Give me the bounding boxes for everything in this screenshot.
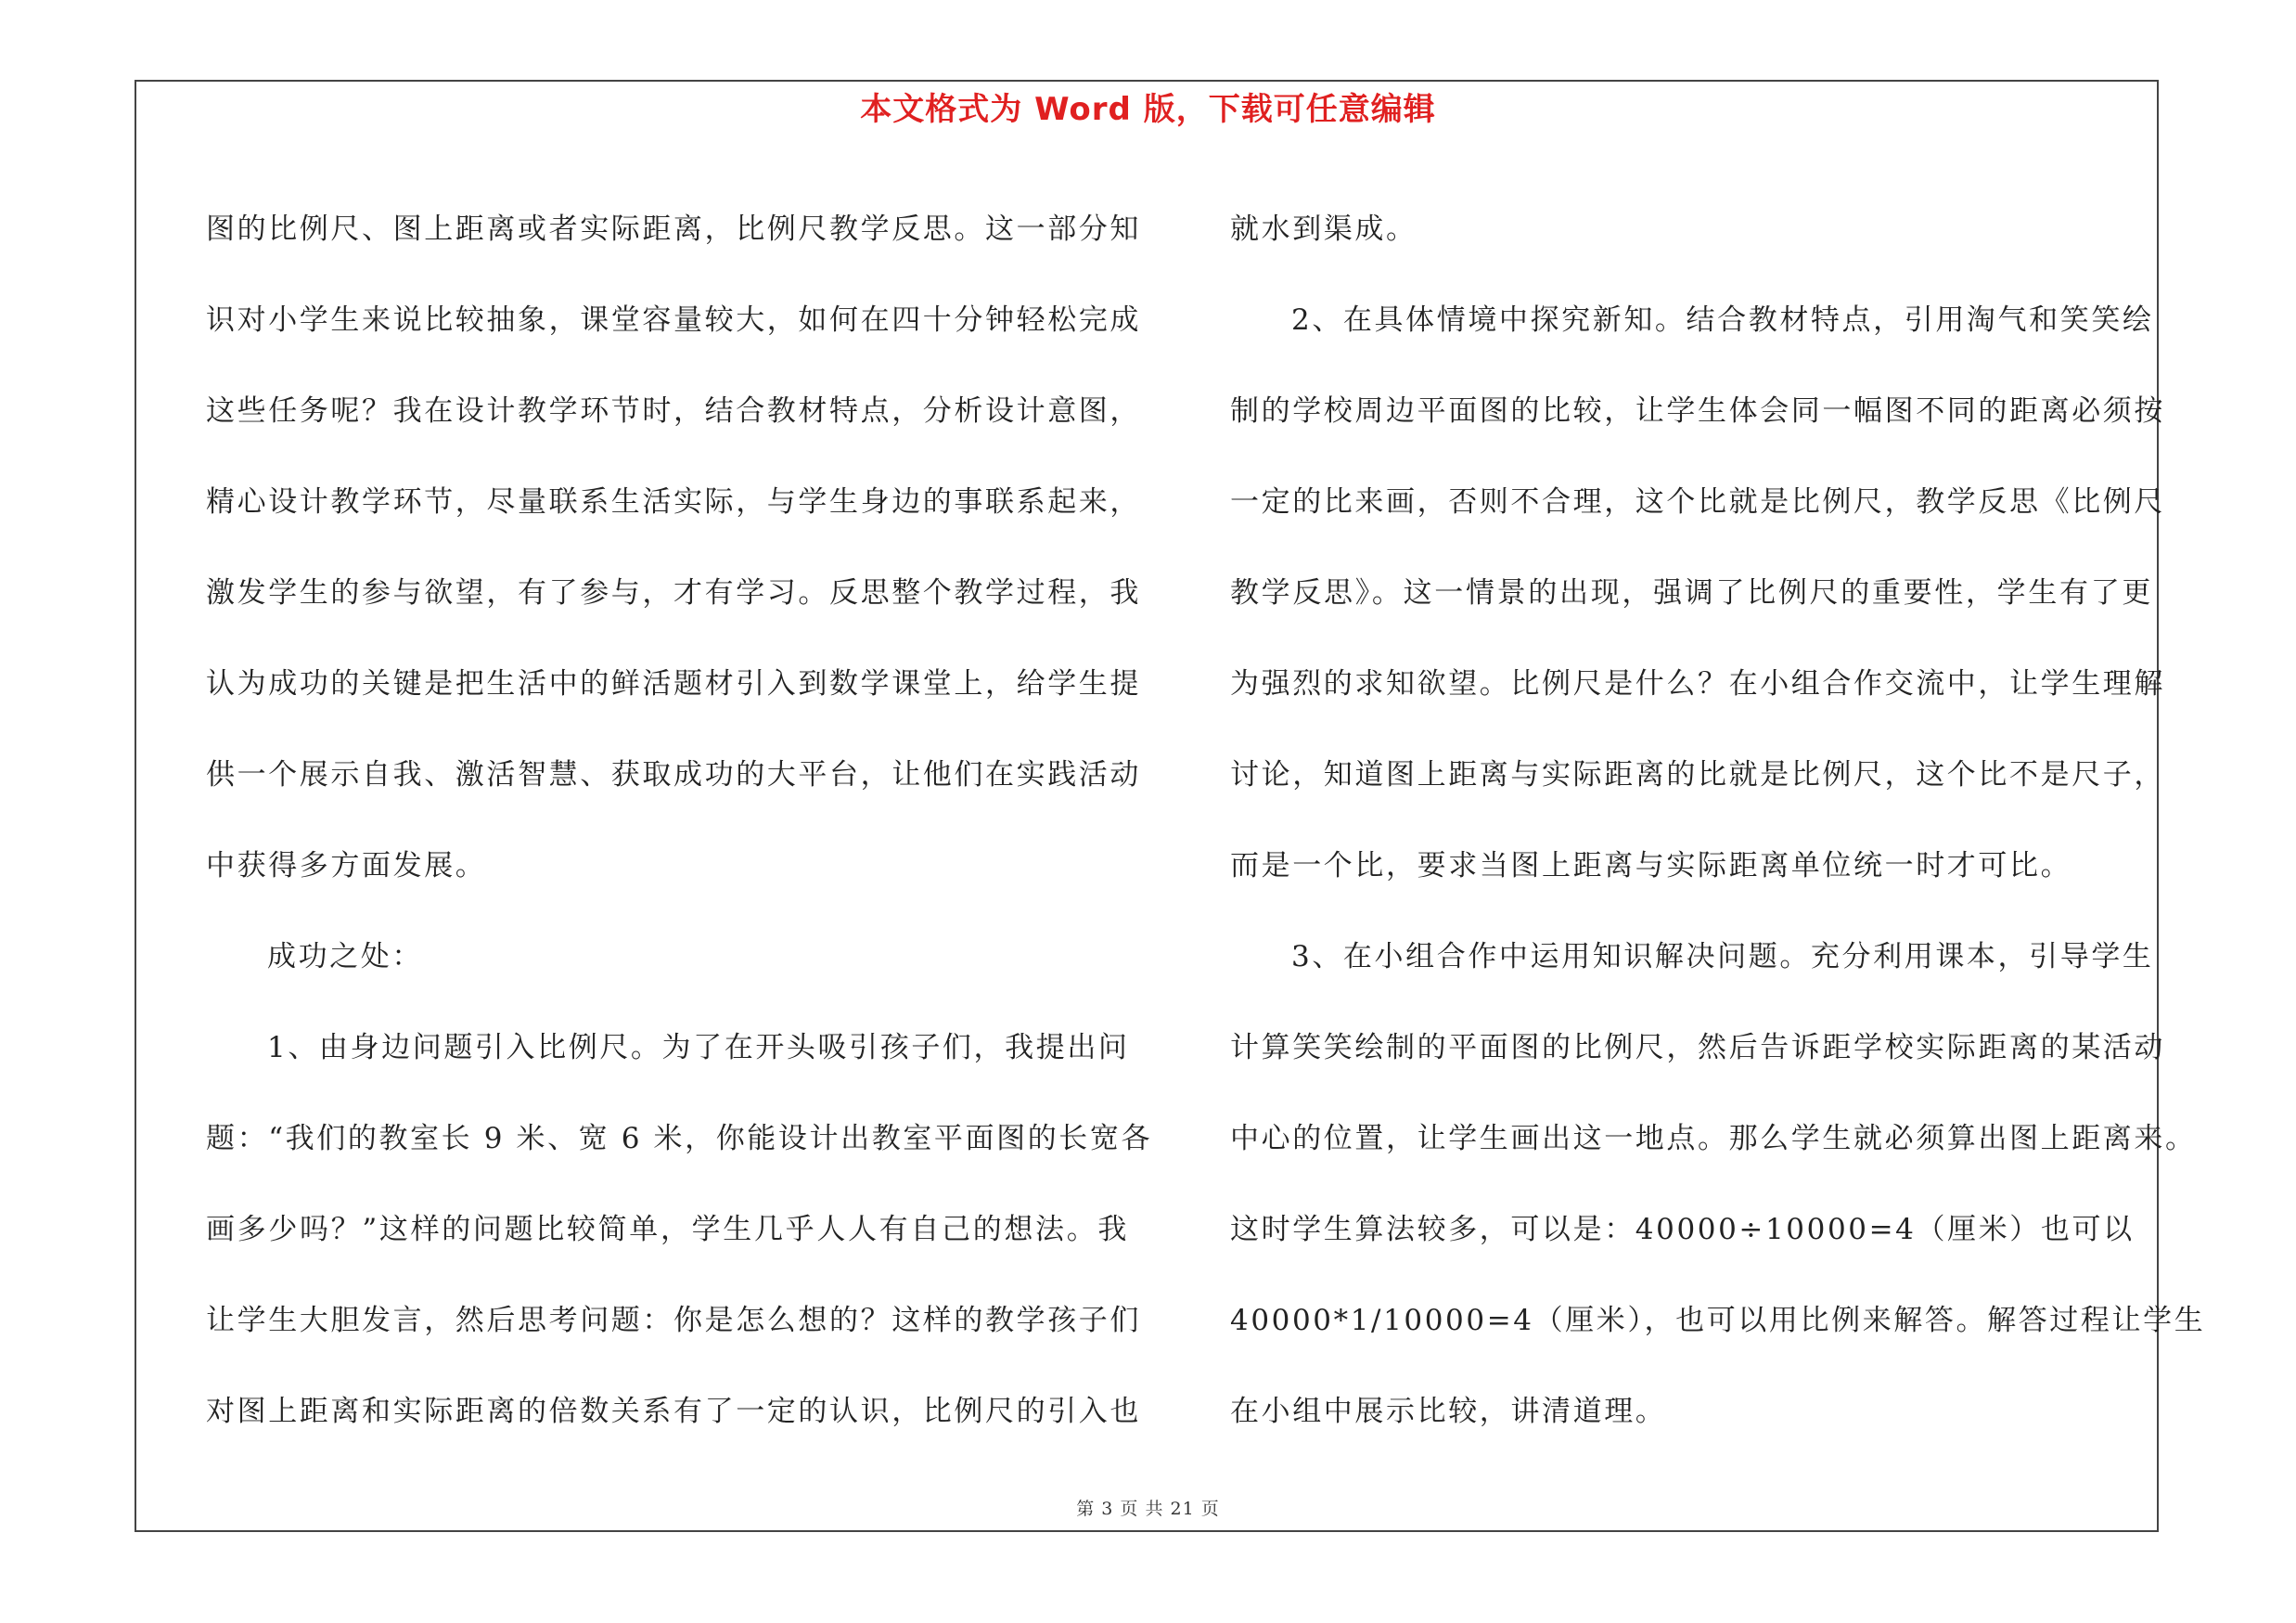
paragraph-line: 识对小学生来说比较抽象，课堂容量较大，如何在四十分钟轻松完成: [206, 303, 1141, 337]
paragraph-line: 画多少吗？”这样的问题比较简单，学生几乎人人有自己的想法。我: [206, 1213, 1129, 1246]
paragraph-line: 中心的位置，让学生画出这一地点。那么学生就必须算出图上距离来。: [1230, 1122, 2197, 1155]
paragraph-line: 这些任务呢？我在设计教学环节时，结合教材特点，分析设计意图，: [206, 394, 1141, 428]
paragraph-line: 精心设计教学环节，尽量联系生活实际，与学生身边的事联系起来，: [206, 485, 1141, 519]
paragraph-line: 激发学生的参与欲望，有了参与，才有学习。反思整个教学过程，我: [206, 576, 1141, 610]
paragraph-line: 这时学生算法较多，可以是：40000÷10000=4（厘米）也可以: [1230, 1213, 2135, 1246]
paragraph-line: 图的比例尺、图上距离或者实际距离，比例尺教学反思。这一部分知: [206, 213, 1141, 246]
paragraph-line: 制的学校周边平面图的比较，让学生体会同一幅图不同的距离必须按: [1230, 394, 2165, 428]
paragraph-line: 3、在小组合作中运用知识解决问题。充分利用课本，引导学生: [1291, 940, 2154, 973]
paragraph-line: 认为成功的关键是把生活中的鲜活题材引入到数学课堂上，给学生提: [206, 667, 1141, 701]
paragraph-line: 教学反思》。这一情景的出现，强调了比例尺的重要性，学生有了更: [1230, 576, 2153, 610]
paragraph-line: 计算笑笑绘制的平面图的比例尺，然后告诉距学校实际距离的某活动: [1230, 1031, 2165, 1064]
section-heading: 成功之处：: [267, 940, 423, 973]
paragraph-line: 题：“我们的教室长 9 米、宽 6 米，你能设计出教室平面图的长宽各: [206, 1122, 1153, 1155]
paragraph-line: 对图上距离和实际距离的倍数关系有了一定的认识，比例尺的引入也: [206, 1395, 1141, 1428]
paragraph-line: 中获得多方面发展。: [206, 849, 487, 882]
paragraph-line: 就水到渠成。: [1230, 213, 1417, 246]
paragraph-line: 讨论，知道图上距离与实际距离的比就是比例尺，这个比不是尺子，: [1230, 758, 2165, 792]
paragraph-line: 为强烈的求知欲望。比例尺是什么？在小组合作交流中，让学生理解: [1230, 667, 2165, 701]
paragraph-line: 供一个展示自我、激活智慧、获取成功的大平台，让他们在实践活动: [206, 758, 1141, 792]
word-format-banner: 本文格式为 Word 版，下载可任意编辑: [860, 91, 1436, 128]
paragraph-line: 2、在具体情境中探究新知。结合教材特点，引用淘气和笑笑绘: [1291, 303, 2154, 337]
paragraph-line: 在小组中展示比较，讲清道理。: [1230, 1395, 1667, 1428]
paragraph-line: 40000*1/10000=4（厘米），也可以用比例来解答。解答过程让学生: [1230, 1304, 2206, 1337]
left-text-column: [206, 184, 1153, 1457]
right-text-column: [1230, 184, 2206, 1457]
paragraph-line: 一定的比来画，否则不合理，这个比就是比例尺，教学反思《比例尺: [1230, 485, 2165, 519]
page-number-footer: 第 3 页 共 21 页: [1076, 1499, 1220, 1519]
paragraph-line: 而是一个比，要求当图上距离与实际距离单位统一时才可比。: [1230, 849, 2072, 882]
paragraph-line: 1、由身边问题引入比例尺。为了在开头吸引孩子们，我提出问: [267, 1031, 1130, 1064]
paragraph-line: 让学生大胆发言，然后思考问题：你是怎么想的？这样的教学孩子们: [206, 1304, 1141, 1337]
